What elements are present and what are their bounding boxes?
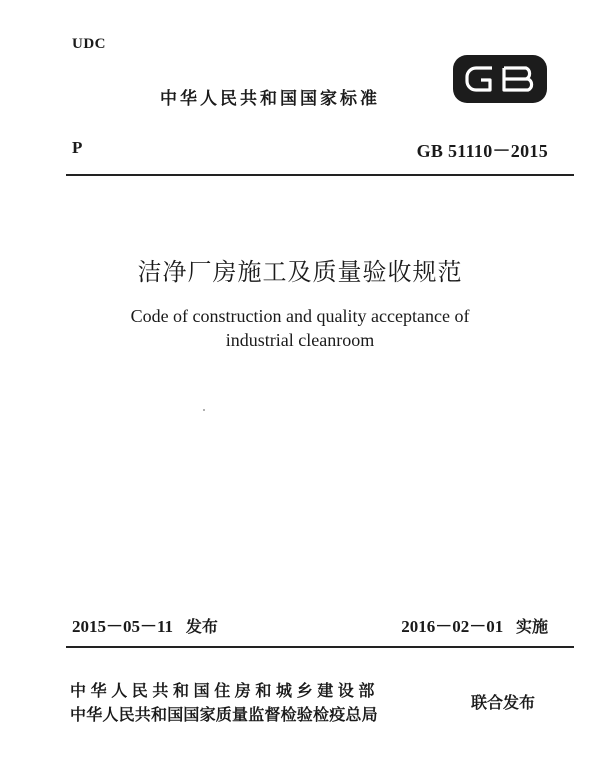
document-title-english <box>0 304 600 352</box>
english-title-line-2: industrial cleanroom <box>225 330 375 350</box>
implement-date: 2016－02－01 <box>401 617 504 636</box>
issuer-quality-administration: 中华人民共和国国家质量监督检验检疫总局 <box>70 705 378 724</box>
issue-date-row <box>72 612 218 637</box>
joint-issue-label: 联合发布 <box>471 693 536 712</box>
document-title-chinese: 洁净厂房施工及质量验收规范 <box>137 258 463 286</box>
udc-label: UDC <box>72 36 106 52</box>
top-divider <box>66 174 574 176</box>
scan-speck <box>203 409 205 411</box>
implement-label: 实施 <box>515 617 548 636</box>
implement-date-row <box>401 612 548 637</box>
issue-label: 发布 <box>185 617 218 636</box>
standard-type-title: 中华人民共和国国家标准 <box>160 89 380 109</box>
bottom-divider <box>66 646 574 648</box>
classification-code: P <box>72 138 83 157</box>
english-title-line-1: Code of construction and quality acceptance of <box>130 306 470 326</box>
gb-logo-icon <box>452 54 548 104</box>
issue-date: 2015－05－11 <box>72 617 174 636</box>
standard-number: GB 51110－2015 <box>416 141 548 161</box>
issuer-ministry-housing: 中华人民共和国住房和城乡建设部 <box>70 681 380 700</box>
